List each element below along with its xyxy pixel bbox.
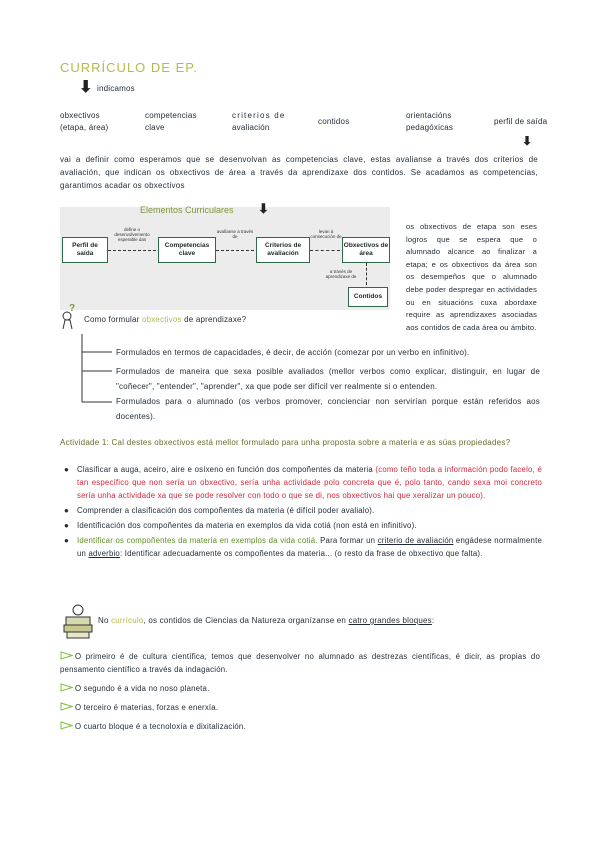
reading-person-icon: [62, 603, 94, 639]
chevron-right-icon: [60, 651, 73, 660]
connector-line: [216, 250, 254, 251]
connector-line: [366, 263, 367, 285]
curriculo-line: No currículo, os contidos de Ciencias da Natureza organízanse en catro grandes bloques:: [98, 616, 435, 625]
diagram-title: Elementos Curriculares: [140, 205, 234, 215]
box-criterios: Criterios de avaliación: [256, 237, 310, 263]
branch-item: Formulados en termos de capacidades, é decir, de acción (comezar por un verbo en infinitivo).: [116, 348, 470, 357]
svg-text:?: ?: [69, 303, 76, 314]
box-contidos: Contidos: [348, 287, 388, 307]
arrow-down-icon: ⬇: [258, 201, 269, 216]
connector-line: [310, 250, 340, 251]
connector-line: [108, 250, 156, 251]
list-item: ● Identificar os compoñentes da materia en exemplos da vida cotiá. Para formar un criterio de avaliación engádese normalmente un adverbio: Identificar adecuadamente os compoñentes da materia... (o resto da frase de obxectivo que falta).: [64, 536, 542, 558]
column-competencias: competencias clave: [145, 111, 197, 132]
label-atraves: a través de aprendizaxe de: [325, 269, 357, 279]
list-item: O cuarto bloque é a tecnoloxía e dixitalización.: [60, 720, 246, 733]
activity-label: Actividade 1: Cal destes obxectivos está mellor formulado para unha proposta sobre a materia e as súas propiedades?: [60, 438, 511, 447]
chevron-right-icon: [60, 702, 73, 711]
list-item: O primeiro é de cultura científica, temos que desenvolver no alumnado as destrezas científicas, é dicir, as propias do pensamento científico a través da indagación.: [60, 652, 540, 674]
branch-item: Formulados de maneira que sexa posible avaliados (mellor verbos como explicar, distinguir, en lugar de "coñecer", "entender", "aprender", xa que pode ser difícil ver realmente si o entenden.: [116, 367, 540, 391]
thinking-person-icon: [60, 302, 80, 330]
list-item: O segundo é a vida no noso planeta.: [60, 682, 209, 695]
list-item: O terceiro é materias, forzas e enerxía.: [60, 701, 218, 714]
list-item: ● Comprender a clasificación dos compoñentes da materia (é difícil poder avalialo).: [64, 506, 375, 515]
label-levan: levan á consecución de: [310, 229, 342, 239]
branch-connector: [78, 330, 118, 422]
arrow-down-icon: ⬇: [79, 79, 93, 96]
label-avalianse: avalíanse a través de: [216, 229, 254, 239]
box-obxectivos: Obxectivos de área: [342, 237, 390, 263]
box-competencias: Competencias clave: [158, 237, 216, 263]
branch-item: Formulados para o alumnado (os verbos promover, concienciar non servirían porque están referidos aos docentes).: [116, 397, 540, 421]
right-paragraph: os obxectivos de etapa son eses logros que se espera que o alumnado alcance ao finalizar a etapa; e os obxectivos da área son os desempeños que o alumnado debe poder despregar en actividades ou en situacións cuxa abordaxe require as aprendizaxes asociadas aos contidos de cada área ou ámbito.: [406, 222, 537, 332]
column-obxectivos: obxectivos (etapa, área): [60, 111, 109, 132]
column-perfil: perfil de saída: [494, 117, 548, 126]
how-to-formulate: Como formular obxectivos de aprendizaxe?: [84, 315, 247, 324]
intro-paragraph: vai a definir como esperamos que se desenvolvan as competencias clave, estas avalianse a través dos criterios de avaliación, que indican os obxectivos de área a través da aprendizaxe dos contidos. Se acadamos as competencias, garantimos acadar os obxectivos: [60, 155, 538, 190]
column-orientacions: orientacións pedagóxicas: [406, 111, 454, 132]
chevron-right-icon: [60, 721, 73, 730]
page-title: CURRÍCULO DE EP.: [60, 60, 198, 75]
activity-list: [62, 463, 542, 562]
column-contidos: contidos: [318, 117, 350, 126]
arrow-down-icon: ⬇: [522, 134, 533, 148]
column-criterios: criterios de avaliación: [232, 111, 286, 132]
list-item: ● Clasificar a auga, aceiro, aire e osíxeno en función dos compoñentes da materia (como teño toda a información podo facelo, é tan específico que non sería un obxectivo, sería unha actividade polo concreta que é, polo tanto, cando sexa moi concreto sería unha actividade xa que se pode resolver con todo o que se di, nos obxectivos hai que xeralizar un pouco).: [64, 465, 542, 500]
box-perfil: Perfil de saída: [62, 237, 108, 263]
list-item: ● Identificación dos compoñentes da materia en exemplos da vida cotiá (non está en infinitivo).: [64, 521, 417, 530]
curriculum-diagram: [60, 201, 390, 324]
label-define: define o desenvolvemento esperable das: [114, 227, 150, 242]
chevron-right-icon: [60, 683, 73, 692]
indicamos-label: indicamos: [97, 84, 135, 93]
